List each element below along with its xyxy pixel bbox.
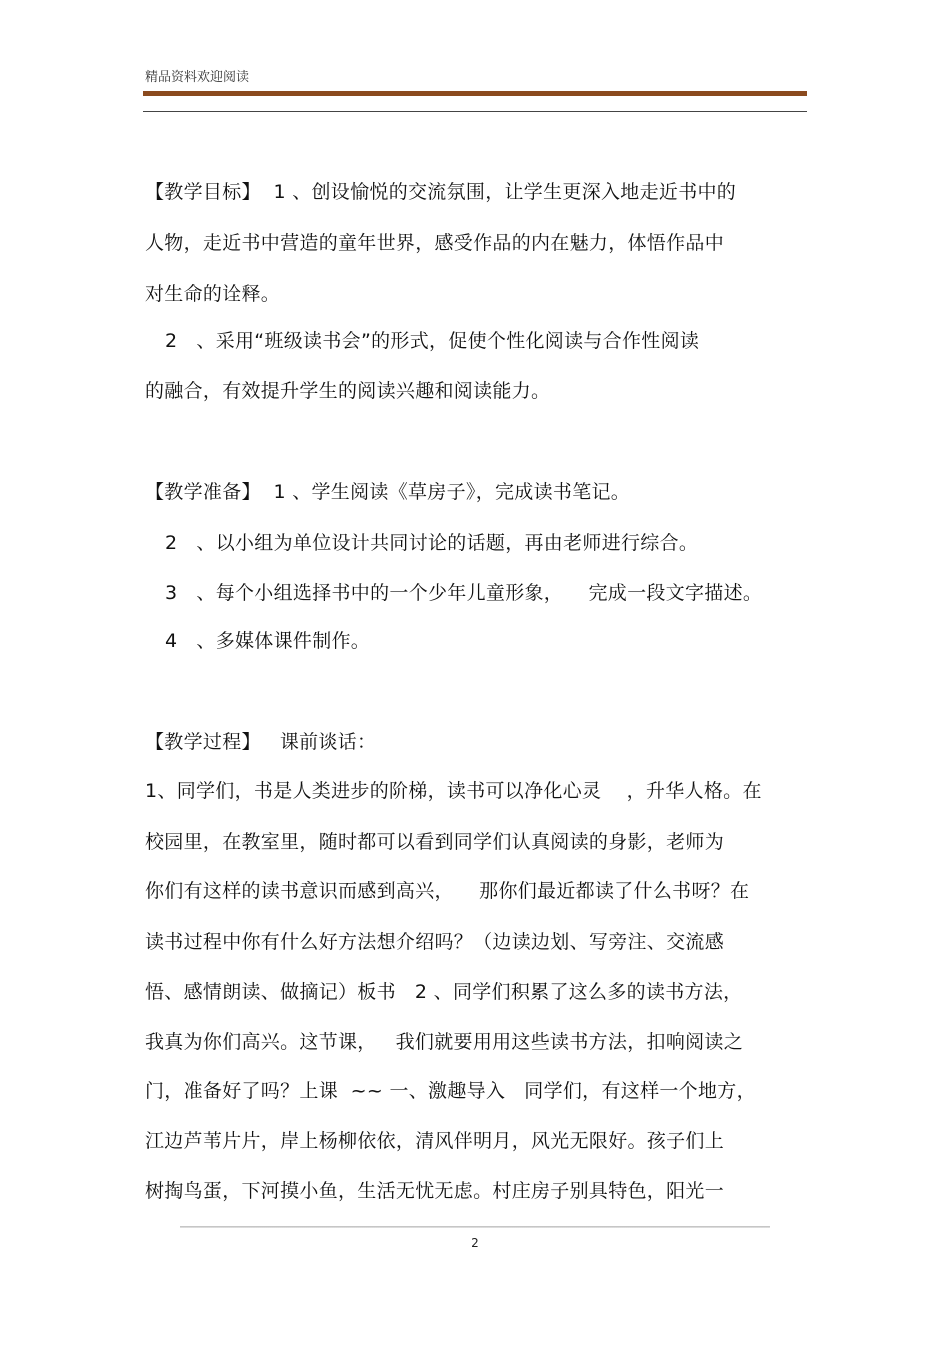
header-divider-thin bbox=[143, 111, 807, 112]
paragraph-line: 江边芦苇片片，岸上杨柳依依，清风伴明月，风光无限好。孩子们上 bbox=[145, 1130, 725, 1152]
paragraph-line: 1、同学们，书是人类进步的阶梯，读书可以净化心灵 ，升华人格。在 bbox=[145, 780, 762, 802]
paragraph-line: 2 、采用“班级读书会”的形式，促使个性化阅读与合作性阅读 bbox=[165, 330, 700, 352]
paragraph-line: 【教学过程】 课前谈话： bbox=[145, 731, 377, 753]
paragraph-line: 人物，走近书中营造的童年世界，感受作品的内在魅力，体悟作品中 bbox=[145, 232, 725, 254]
paragraph-line: 4 、多媒体课件制作。 bbox=[165, 630, 371, 652]
paragraph-line: 的融合，有效提升学生的阅读兴趣和阅读能力。 bbox=[145, 380, 551, 402]
header-title: 精品资料欢迎阅读 bbox=[145, 70, 250, 85]
paragraph-line: 你们有这样的读书意识而感到高兴， 那你们最近都读了什么书呀？在 bbox=[145, 880, 750, 902]
paragraph-line: 校园里，在教室里，随时都可以看到同学们认真阅读的身影，老师为 bbox=[145, 831, 725, 853]
paragraph-line: 对生命的诠释。 bbox=[145, 283, 281, 305]
header-divider-thick bbox=[143, 91, 807, 96]
paragraph-line: 【教学准备】 1 、学生阅读《草房子》，完成读书笔记。 bbox=[145, 481, 631, 503]
paragraph-line: 读书过程中你有什么好方法想介绍吗？（边读边划、写旁注、交流感 bbox=[145, 931, 725, 953]
paragraph-line: 树掏鸟蛋，下河摸小鱼，生活无忧无虑。村庄房子别具特色，阳光一 bbox=[145, 1180, 725, 1202]
paragraph-line: 3 、每个小组选择书中的一个少年儿童形象， 完成一段文字描述。 bbox=[165, 582, 763, 604]
page-number: 2 bbox=[471, 1236, 479, 1250]
paragraph-line: 悟、感情朗读、做摘记）板书 2 、同学们积累了这么多的读书方法， bbox=[145, 981, 743, 1003]
paragraph-line: 【教学目标】 1 、创设愉悦的交流氛围，让学生更深入地走近书中的 bbox=[145, 181, 737, 203]
paragraph-line: 2 、以小组为单位设计共同讨论的话题，再由老师进行综合。 bbox=[165, 532, 699, 554]
footer-divider bbox=[180, 1226, 770, 1228]
paragraph-line: 我真为你们高兴。这节课， 我们就要用用这些读书方法，扣响阅读之 bbox=[145, 1031, 744, 1053]
paragraph-line: 门，准备好了吗？上课 ~~ 一、激趣导入 同学们，有这样一个地方， bbox=[145, 1080, 756, 1102]
